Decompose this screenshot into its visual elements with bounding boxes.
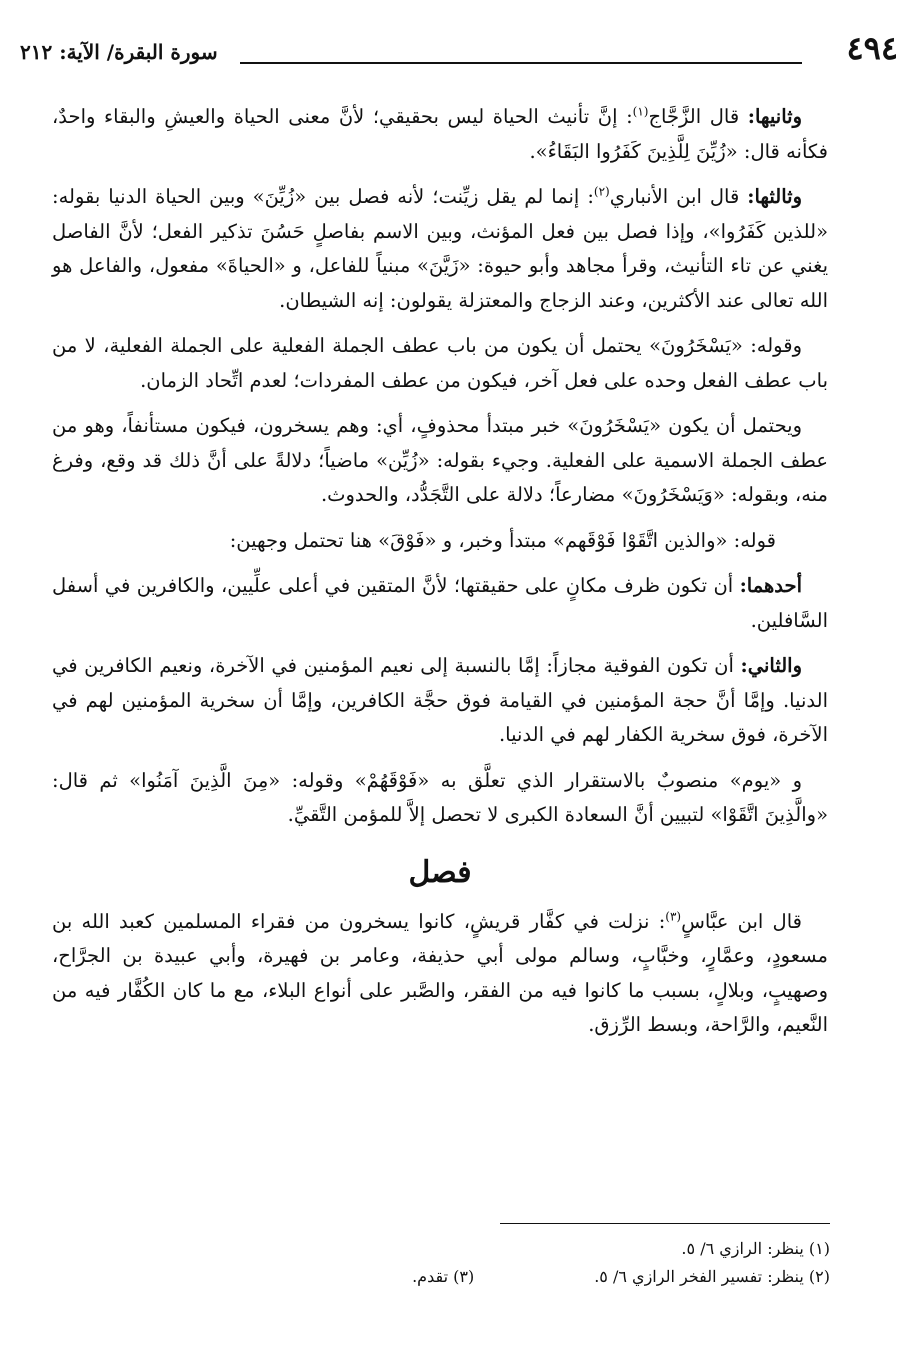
paragraph	[52, 649, 828, 753]
paragraph	[52, 180, 828, 318]
paragraph-text: أن تكون ظرف مكانٍ على حقيقتها؛ لأنَّ المتقين في أعلى علِّيين، والكافرين في أسفل السَّافلين.	[52, 574, 828, 632]
paragraph	[52, 329, 828, 398]
paragraph-text: ويحتمل أن يكون «يَسْخَرُونَ» خبر مبتدأ محذوفٍ، أي: وهم يسخرون، فيكون مستأنفاً، وهو من عطف الجملة الاسمية على الفعلية. وجيء بقوله: «زُيِّن» ماضياً؛ دلالةً على أنَّ ذلك قد وقع، وفرغ منه، وبقوله: «وَيَسْخَرُونَ» مضارعاً؛ دلالة على التَّجَدُّد، والحدوث.	[52, 414, 828, 506]
paragraph-text: : إنما لم يقل زيِّنت؛ لأنه فصل بين «زُيِّنَ» وبين الحياة الدنيا بقوله: «للذين كَفَرُوا»، وإذا فصل بين فعل المؤنث، وبين الاسم بفاصلٍ حَسُنَ تذكير الفعل؛ لأنَّ الفاصل يغني عن تاء التأنيث، وقرأ مجاهد وأبو حيوة: «زَيَّنَ» مبنياً للفاعل، و «الحياةَ» مفعول، والفاعل هو الله تعالى عند الأكثرين، وعند الزجاج والمعتزلة يقولون: إنه الشيطان.	[52, 185, 828, 312]
paragraph	[52, 409, 828, 513]
footnote: (٢) ينظر: تفسير الفخر الرازي ٦/ ٥.	[594, 1267, 830, 1286]
paragraph-text: قال الزَّجَّاج	[648, 105, 748, 128]
paragraph	[52, 100, 828, 169]
paragraph	[52, 569, 828, 638]
paragraph-text: أن تكون الفوقية مجازاً: إمَّا بالنسبة إلى نعيم المؤمنين في الآخرة، ونعيم الكافرين في الدنيا. وإمَّا أنَّ حجة المؤمنين في القيامة فوق حجَّة الكافرين، وإمَّا أن سخرية المؤمنين لهم في الآخرة، فوق سخرية الكفار لهم في الدنيا.	[52, 654, 828, 746]
paragraph-text: قال ابن عبَّاسٍ	[681, 909, 802, 933]
header-rule	[240, 62, 802, 64]
paragraph-lead: والثاني:	[740, 654, 802, 677]
running-title: سورة البقرة/ الآية: ٢١٢	[20, 40, 218, 64]
footnote: (٣) تقدم.	[412, 1267, 475, 1286]
page-header	[20, 28, 898, 72]
paragraph-text: قال ابن الأنباري	[609, 185, 748, 208]
footnote-rule	[500, 1223, 830, 1224]
paragraph-text: و «يوم» منصوبٌ بالاستقرار الذي تعلَّق به «فَوْقَهُمْ» وقوله: «مِنَ الَّذِينَ آمَنُوا» ثم قال: «والَّذِينَ اتَّقَوْا» لتبيين أنَّ السعادة الكبرى لا تحصل إلاَّ للمؤمن التَّقيِّ.	[52, 768, 828, 826]
paragraph-text: : إنَّ تأنيث الحياة ليس بحقيقي؛ لأنَّ معنى الحياة والعيشِ والبقاء واحدٌ، فكأنه قال: «زُيِّنَ لِلَّذِينَ كَفَرُوا البَقَاءُ».	[52, 105, 828, 163]
section-paragraph	[52, 905, 828, 1043]
paragraph	[52, 764, 828, 833]
page-number: ٤٩٤	[846, 29, 898, 67]
main-text	[52, 100, 828, 1054]
paragraph-lead: أحدهما:	[739, 574, 802, 597]
footnote: (١) ينظر: الرازي ٦/ ٥.	[681, 1239, 830, 1258]
section-heading: فصل	[408, 854, 472, 890]
paragraph-text: قوله: «والذين اتَّقَوْا فَوْقَهم» مبتدأ وخبر، و «فَوْقَ» هنا تحتمل وجهين:	[229, 528, 776, 552]
paragraph-text: وقوله: «يَسْخَرُونَ» يحتمل أن يكون من باب عطف الجملة الفعلية على الجملة الفعلية، لا من باب عطف الفعل وحده على فعل آخر، فيكون من عطف المفردات؛ لعدم اتِّحاد الزمان.	[52, 334, 828, 392]
footnote-ref: (٣)	[665, 909, 682, 923]
paragraph-lead: وثانيها:	[747, 105, 802, 128]
paragraph	[52, 524, 828, 559]
footnote-ref: (٢)	[593, 184, 610, 199]
paragraph-text: : نزلت في كفَّار قريشٍ، كانوا يسخرون من فقراء المسلمين كعبد الله بن مسعودٍ، وعمَّارٍ، وخبَّابٍ، وسالم مولى أبي حذيفة، وعامر بن فهيرة، وأبي عبيدة بن الجرَّاح، وصهيبٍ، وبلالٍ، بسبب ما كانوا فيه من الفقر، والصَّبر على أنواع البلاء، مع ما كان الكُفَّار فيه من النَّعيم، والرَّاحة، وبسط الرِّزق.	[52, 909, 828, 1036]
footnote-ref: (١)	[632, 104, 649, 119]
footnotes	[60, 1235, 830, 1291]
paragraph-lead: وثالثها:	[747, 185, 802, 208]
footnote-row	[60, 1263, 830, 1291]
